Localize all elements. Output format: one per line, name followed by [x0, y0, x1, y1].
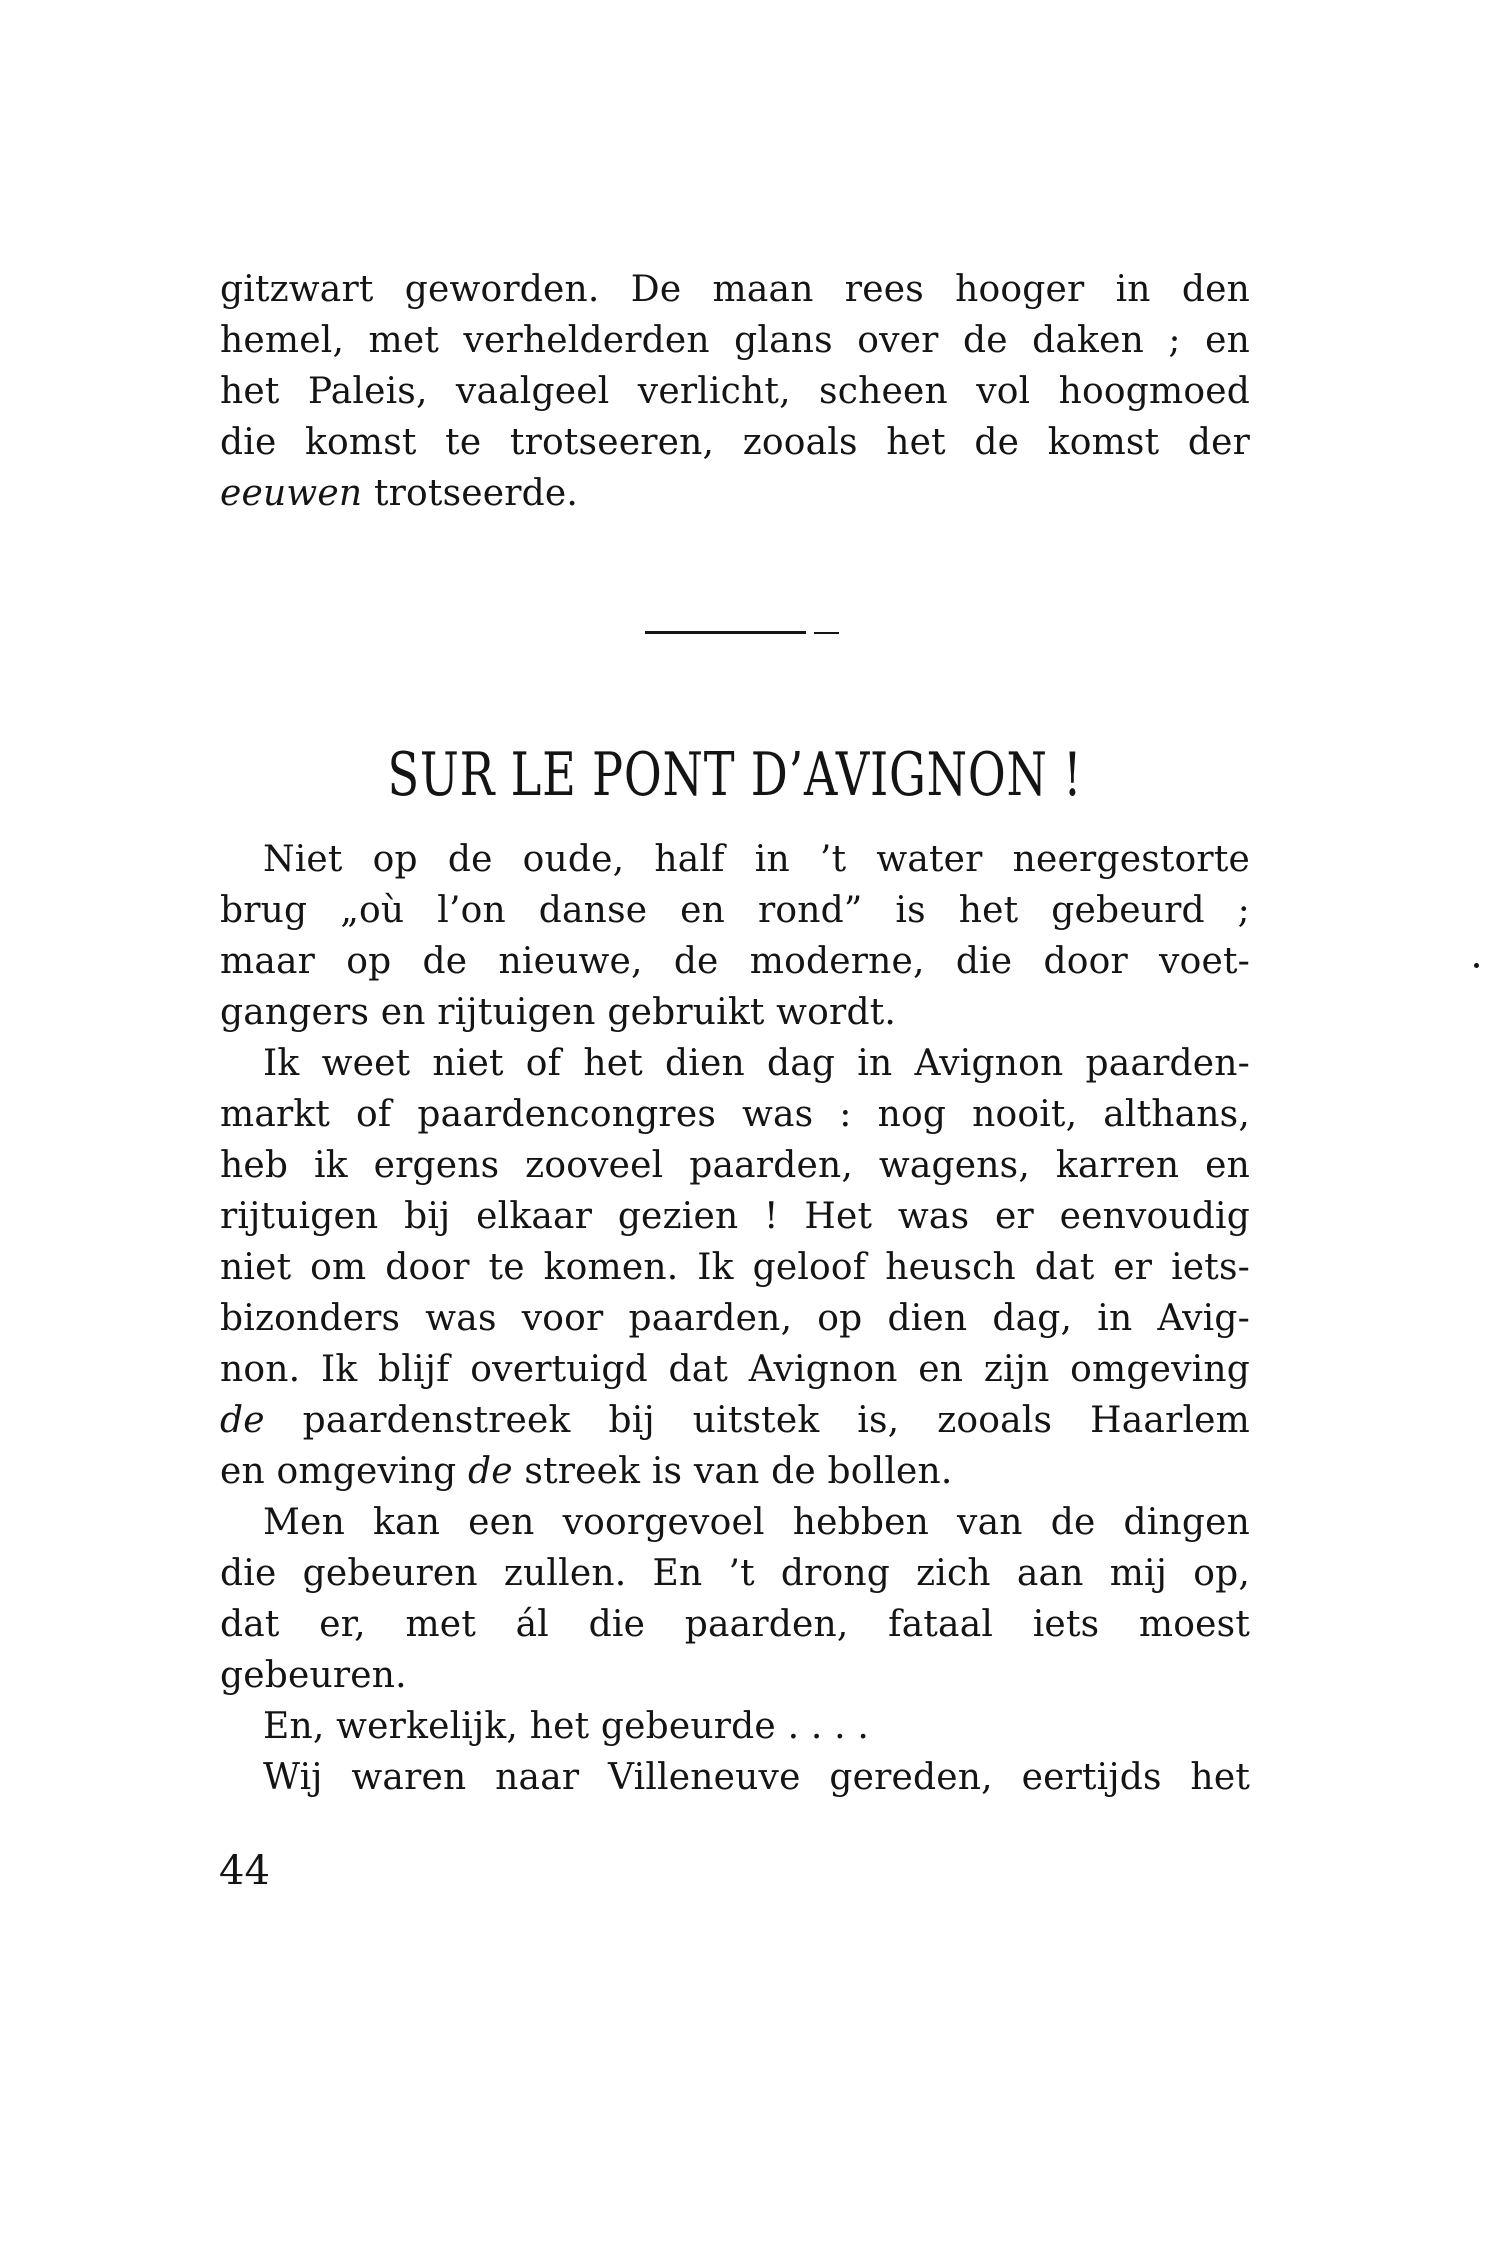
text-line: gebeuren.	[220, 1655, 407, 1696]
text-line: maar op de nieuwe, de moderne, die door voet-	[220, 941, 1250, 982]
ink-speck	[1474, 963, 1479, 968]
text-line: Niet op de oude, half in ’t water neergestorte	[263, 839, 1250, 880]
text-line: niet om door te komen. Ik geloof heusch dat er iets-	[220, 1247, 1250, 1288]
text-line: markt of paardencongres was : nog nooit, althans,	[220, 1094, 1250, 1135]
text-line: non. Ik blijf overtuigd dat Avignon en zijn omgeving	[220, 1349, 1250, 1390]
text-line: Wij waren naar Villeneuve gereden, eertijds het	[263, 1757, 1250, 1798]
text-line: hemel, met verhelderden glans over de daken ; en	[220, 320, 1250, 361]
text-line: eeuwen trotseerde.	[220, 473, 579, 514]
text-line: en omgeving de streek is van de bollen.	[220, 1451, 953, 1492]
text-line: gitzwart geworden. De maan rees hooger in den	[220, 269, 1250, 310]
text-line: rijtuigen bij elkaar gezien ! Het was er eenvoudig	[220, 1196, 1250, 1237]
divider-line	[645, 631, 806, 634]
text-line: gangers en rijtuigen gebruikt wordt.	[220, 992, 897, 1033]
text-line: brug „où l’on danse en rond” is het gebeurd ;	[220, 890, 1250, 931]
text-line: Ik weet niet of het dien dag in Avignon paarden-	[263, 1043, 1250, 1084]
text-line: bizonders was voor paarden, op dien dag, in Avig-	[220, 1298, 1250, 1339]
chapter-title: SUR LE PONT D’AVIGNON !	[387, 740, 1083, 810]
page-number: 44	[219, 1848, 270, 1894]
text-line: En, werkelijk, het gebeurde . . . .	[263, 1706, 870, 1747]
text-line: die gebeuren zullen. En ’t drong zich aan mij op,	[220, 1553, 1250, 1594]
divider-line-tail	[814, 632, 839, 634]
text-line: heb ik ergens zooveel paarden, wagens, karren en	[220, 1145, 1250, 1186]
text-line: dat er, met ál die paarden, fataal iets moest	[220, 1604, 1250, 1645]
text-line: de paardenstreek bij uitstek is, zooals Haarlem	[220, 1400, 1250, 1441]
body-paragraphs	[220, 834, 1250, 1803]
text-line: Men kan een voorgevoel hebben van de dingen	[263, 1502, 1250, 1543]
intro-paragraph	[220, 264, 1250, 519]
text-line: het Paleis, vaalgeel verlicht, scheen vol hoogmoed	[220, 371, 1250, 412]
text-line: die komst te trotseeren, zooals het de komst der	[220, 422, 1250, 463]
section-divider	[645, 631, 839, 634]
